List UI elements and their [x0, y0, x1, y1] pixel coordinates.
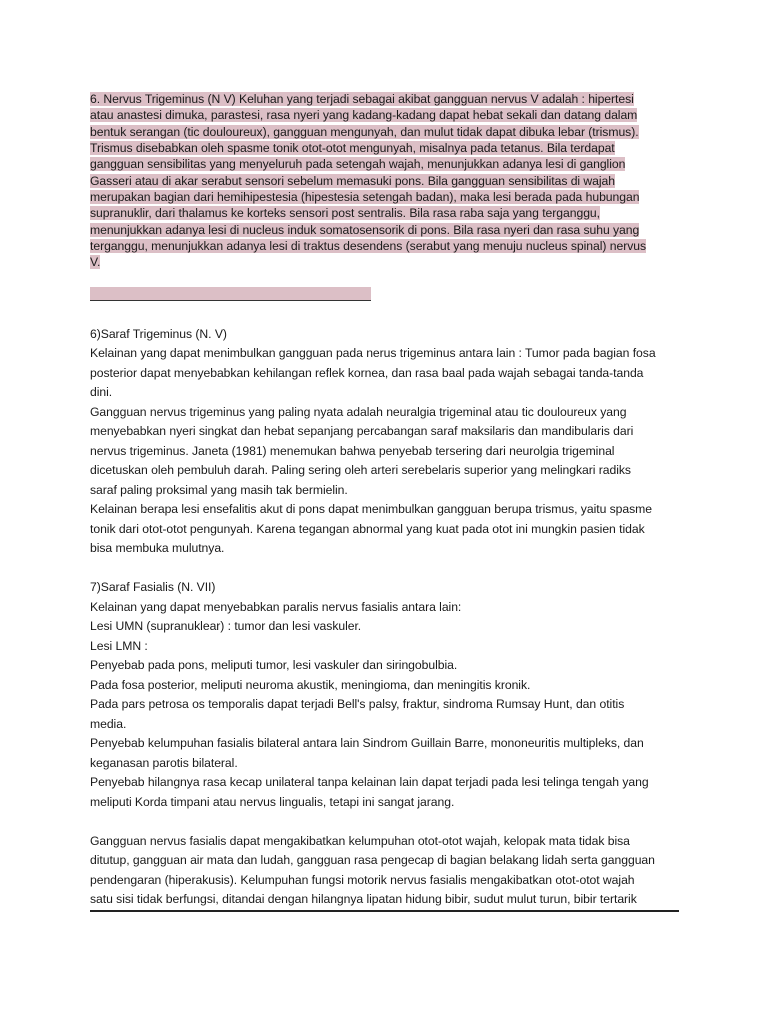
text-line: bentuk serangan (tic douloureux), gangguan mengunyah, dan mulut tidak dapat dibuka lebar (trismus).: [90, 124, 639, 139]
section-heading: 7)Saraf Fasialis (N. VII): [90, 580, 216, 595]
text-line: Lesi UMN (supranuklear) : tumor dan lesi vaskuler.: [90, 619, 362, 634]
text-line: terganggu, menunjukkan adanya lesi di traktus desendens (serabut yang menuju nucleus spinal) nervus: [90, 239, 647, 254]
separator-highlight: [90, 287, 371, 301]
text-line: tonik dari otot-otot pengunyah. Karena tegangan abnormal yang kuat pada otot ini mungkin pasien tidak: [90, 521, 645, 536]
section-trigeminus: [90, 325, 680, 910]
text-line: atau anastesi dimuka, parastesi, rasa nyeri yang kadang-kadang dapat hebat sekali dan datang dalam: [90, 108, 638, 123]
text-line: nervus trigeminus. Janeta (1981) menemukan bahwa penyebab tersering dari neurolgia trigeminal: [90, 443, 615, 458]
text-line: Penyebab pada pons, meliputi tumor, lesi vaskuler dan siringobulbia.: [90, 658, 458, 673]
text-line: Lesi LMN :: [90, 638, 148, 653]
text-line: ditutup, gangguan air mata dan ludah, gangguan rasa pengecap di bagian belakang lidah serta gangguan: [90, 853, 655, 868]
paragraph-gap: [90, 812, 680, 832]
section-heading: 6)Saraf Trigeminus (N. V): [90, 326, 227, 341]
text-line: gangguan sensibilitas yang menyeluruh pada setengah wajah, menunjukkan adanya lesi di ganglion: [90, 157, 626, 172]
text-line: media.: [90, 716, 127, 731]
text-line: 6. Nervus Trigeminus (N V) Keluhan yang terjadi sebagai akibat gangguan nervus V adalah : hipertesi: [90, 92, 634, 106]
text-line: menunjukkan adanya lesi di nucleus induk somatosensorik di pons. Bila rasa nyeri dan rasa suhu yang: [90, 222, 640, 237]
text-line: meliputi Korda timpani atau nervus lingualis, tetapi ini sangat jarang.: [90, 794, 455, 809]
separator-line: [90, 287, 680, 305]
text-line: Pada pars petrosa os temporalis dapat terjadi Bell's palsy, fraktur, sindroma Rumsay Hunt, dan otitis: [90, 697, 625, 712]
document-page: [90, 91, 680, 910]
paragraph-gap: [90, 559, 680, 579]
text-line: Penyebab hilangnya rasa kecap unilateral tanpa kelainan lain dapat terjadi pada lesi telinga tengah yang: [90, 775, 649, 790]
text-line: saraf paling proksimal yang masih tak bermielin.: [90, 482, 348, 497]
text-line: keganasan parotis bilateral.: [90, 755, 238, 770]
text-line: Pada fosa posterior, meliputi neuroma akustik, meningioma, dan meningitis kronik.: [90, 677, 531, 692]
text-line: menyebabkan nyeri singkat dan hebat sepanjang percabangan saraf maksilaris dan mandibularis dari: [90, 424, 634, 439]
text-line: bisa membuka mulutnya.: [90, 541, 225, 556]
bottom-rule: [90, 910, 679, 912]
text-line: dini.: [90, 385, 113, 400]
text-line: Kelainan berapa lesi ensefalitis akut di pons dapat menimbulkan gangguan berupa trismus, yaitu spasme: [90, 502, 653, 517]
text-line: Penyebab kelumpuhan fasialis bilateral antara lain Sindrom Guillain Barre, mononeuritis multipleks, dan: [90, 736, 644, 751]
text-line: dicetuskan oleh pembuluh darah. Paling sering oleh arteri serebelaris superior yang melingkari radiks: [90, 463, 631, 478]
text-line: posterior dapat menyebabkan kehilangan reflek kornea, dan rasa baal pada wajah sebagai tanda-tanda: [90, 365, 644, 380]
text-line: Gasseri atau di akar serabut sensori sebelum memasuki pons. Bila gangguan sensibilitas di wajah: [90, 173, 616, 188]
text-line: pendengaran (hiperakusis). Kelumpuhan fungsi motorik nervus fasialis mengakibatkan otot-otot wajah: [90, 872, 635, 887]
text-line: Gangguan nervus trigeminus yang paling nyata adalah neuralgia trigeminal atau tic douloureux yang: [90, 404, 627, 419]
text-line: Gangguan nervus fasialis dapat mengakibatkan kelumpuhan otot-otot wajah, kelopak mata tidak bisa: [90, 833, 630, 848]
text-line: V.: [90, 255, 101, 270]
text-line: merupakan bagian dari hemihipestesia (hipestesia setengah badan), maka lesi berada pada hubungan: [90, 190, 640, 205]
text-line: Kelainan yang dapat menyebabkan paralis nervus fasialis antara lain:: [90, 599, 462, 614]
highlighted-paragraph: [90, 91, 680, 271]
text-line: satu sisi tidak berfungsi, ditandai dengan hilangnya lipatan hidung bibir, sudut mulut turun, bibir tertarik: [90, 892, 637, 907]
text-line: Kelainan yang dapat menimbulkan gangguan pada nerus trigeminus antara lain : Tumor pada bagian fosa: [90, 346, 656, 361]
text-line: supranuklir, dari thalamus ke korteks sensori post sentralis. Bila rasa raba saja yang terganggu,: [90, 206, 601, 221]
text-line: Trismus disebabkan oleh spasme tonik otot-otot mengunyah, misalnya pada tetanus. Bila terdapat: [90, 141, 615, 156]
